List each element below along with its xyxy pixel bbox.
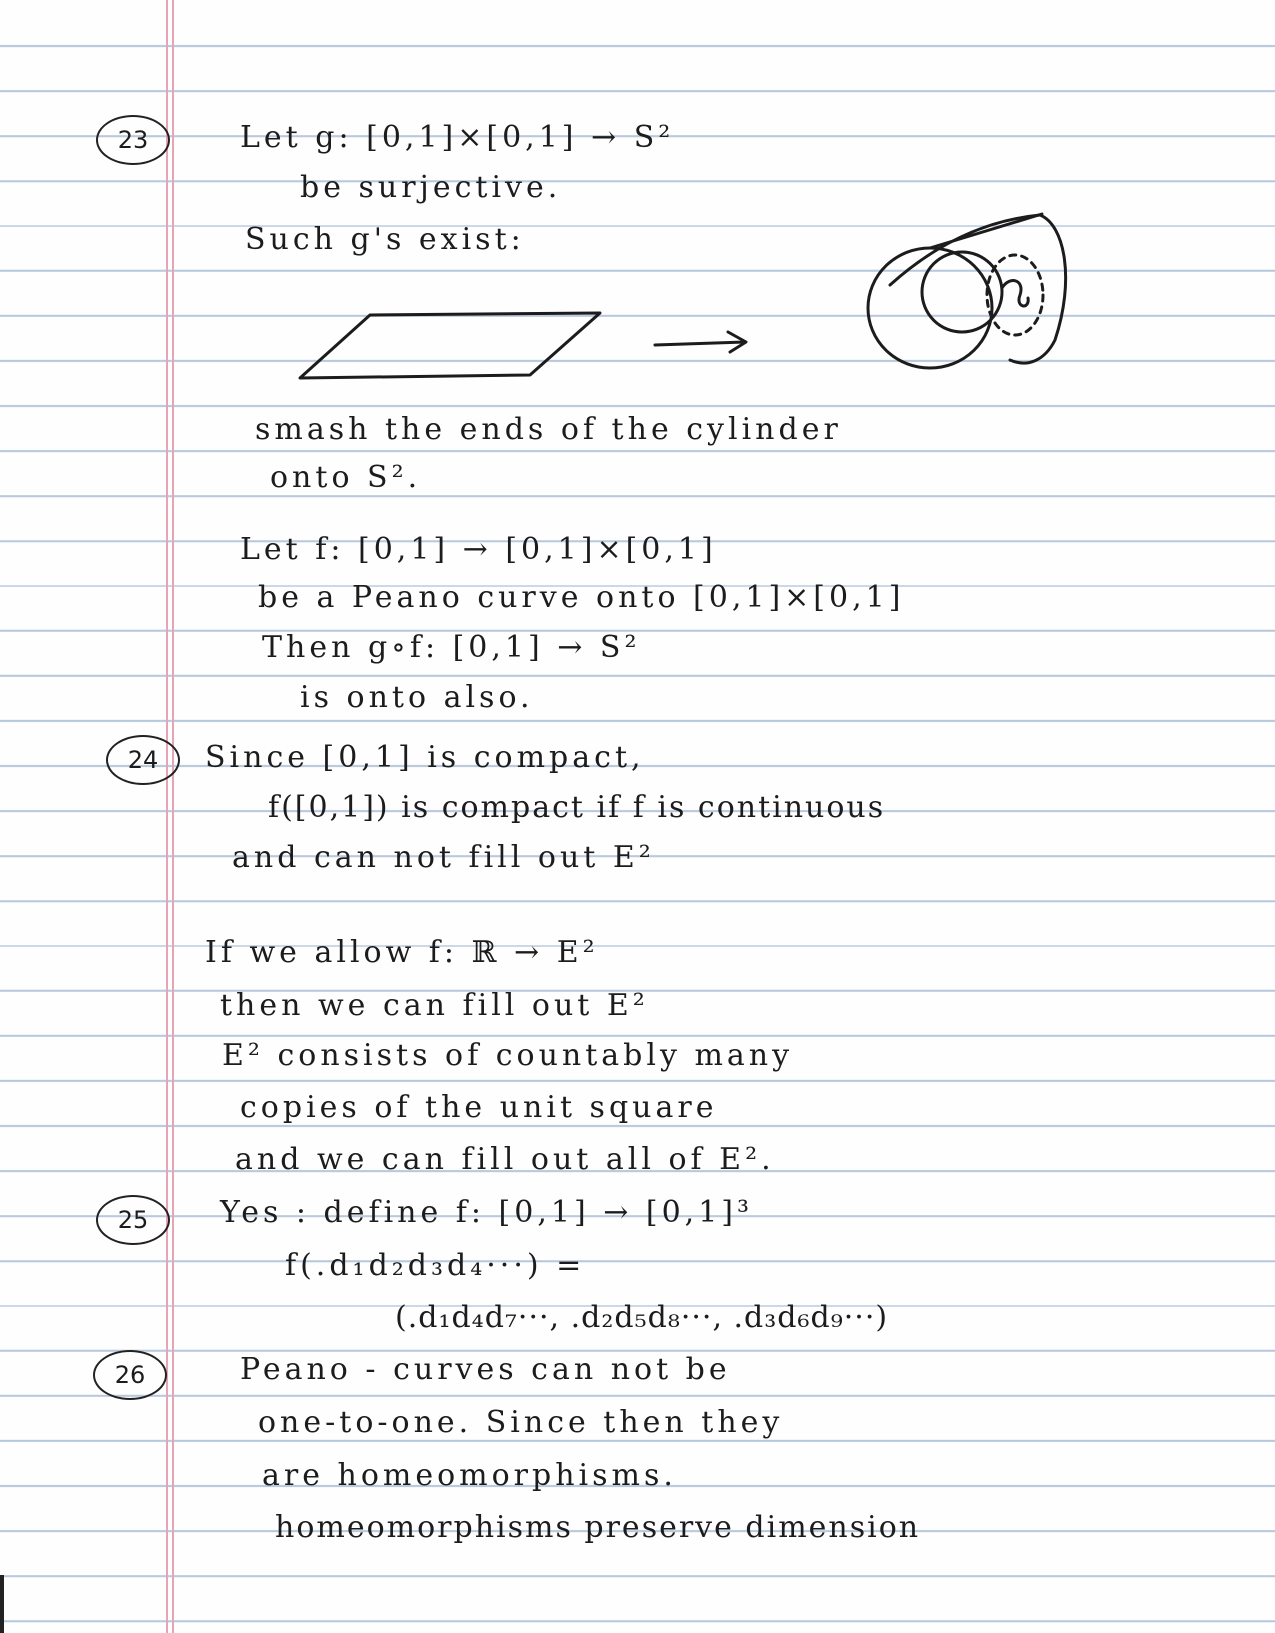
- handwritten-line: E² consists of countably many: [222, 1038, 794, 1073]
- handwritten-line: Such g's exist:: [245, 222, 525, 257]
- handwritten-line: f(.d₁d₂d₃d₄···) =: [285, 1248, 586, 1283]
- handwritten-line: be surjective.: [300, 170, 562, 205]
- mapping-arrow-sketch: [655, 342, 745, 345]
- handwritten-line: and can not fill out E²: [232, 840, 655, 875]
- cylinder-bottom-edge-sketch: [930, 214, 1042, 248]
- handwritten-line: homeomorphisms preserve dimension: [275, 1510, 921, 1545]
- problem-number-23: 23: [96, 115, 170, 165]
- smash-squiggle-sketch: [1002, 281, 1028, 306]
- handwritten-line: Yes : define f: [0,1] → [0,1]³: [220, 1195, 754, 1230]
- handwritten-line: is onto also.: [300, 680, 534, 715]
- problem-number-25: 25: [96, 1195, 170, 1245]
- handwritten-line: copies of the unit square: [240, 1090, 718, 1125]
- scan-edge-mark: [0, 1575, 4, 1633]
- square-to-sphere-sketch: [290, 200, 1110, 410]
- handwritten-line: one-to-one. Since then they: [258, 1405, 784, 1440]
- handwritten-line: be a Peano curve onto [0,1]×[0,1]: [258, 580, 905, 615]
- handwritten-line: are homeomorphisms.: [262, 1458, 677, 1493]
- handwritten-line: (.d₁d₄d₇···, .d₂d₅d₈···, .d₃d₆d₉···): [395, 1300, 889, 1335]
- handwritten-line: smash the ends of the cylinder: [255, 412, 842, 447]
- handwritten-line: Let g: [0,1]×[0,1] → S²: [240, 120, 675, 155]
- handwritten-line: and we can fill out all of E².: [235, 1142, 775, 1177]
- handwritten-line: f([0,1]) is compact if f is continuous: [268, 790, 886, 825]
- handwritten-line: Let f: [0,1] → [0,1]×[0,1]: [240, 532, 717, 567]
- handwritten-line: Then g∘f: [0,1] → S²: [262, 630, 641, 665]
- cylinder-far-end-sketch: [987, 255, 1043, 335]
- cylinder-side-sketch: [1010, 215, 1066, 363]
- handwritten-line: onto S².: [270, 460, 422, 495]
- handwritten-line: then we can fill out E²: [220, 988, 649, 1023]
- problem-number-26: 26: [93, 1350, 167, 1400]
- handwritten-line: Peano - curves can not be: [240, 1352, 731, 1387]
- handwritten-line: Since [0,1] is compact,: [205, 740, 645, 775]
- margin-line: [172, 0, 174, 1633]
- unit-square-sketch: [300, 313, 600, 378]
- margin-line: [166, 0, 168, 1633]
- handwritten-line: If we allow f: ℝ → E²: [205, 935, 599, 970]
- problem-number-24: 24: [106, 735, 180, 785]
